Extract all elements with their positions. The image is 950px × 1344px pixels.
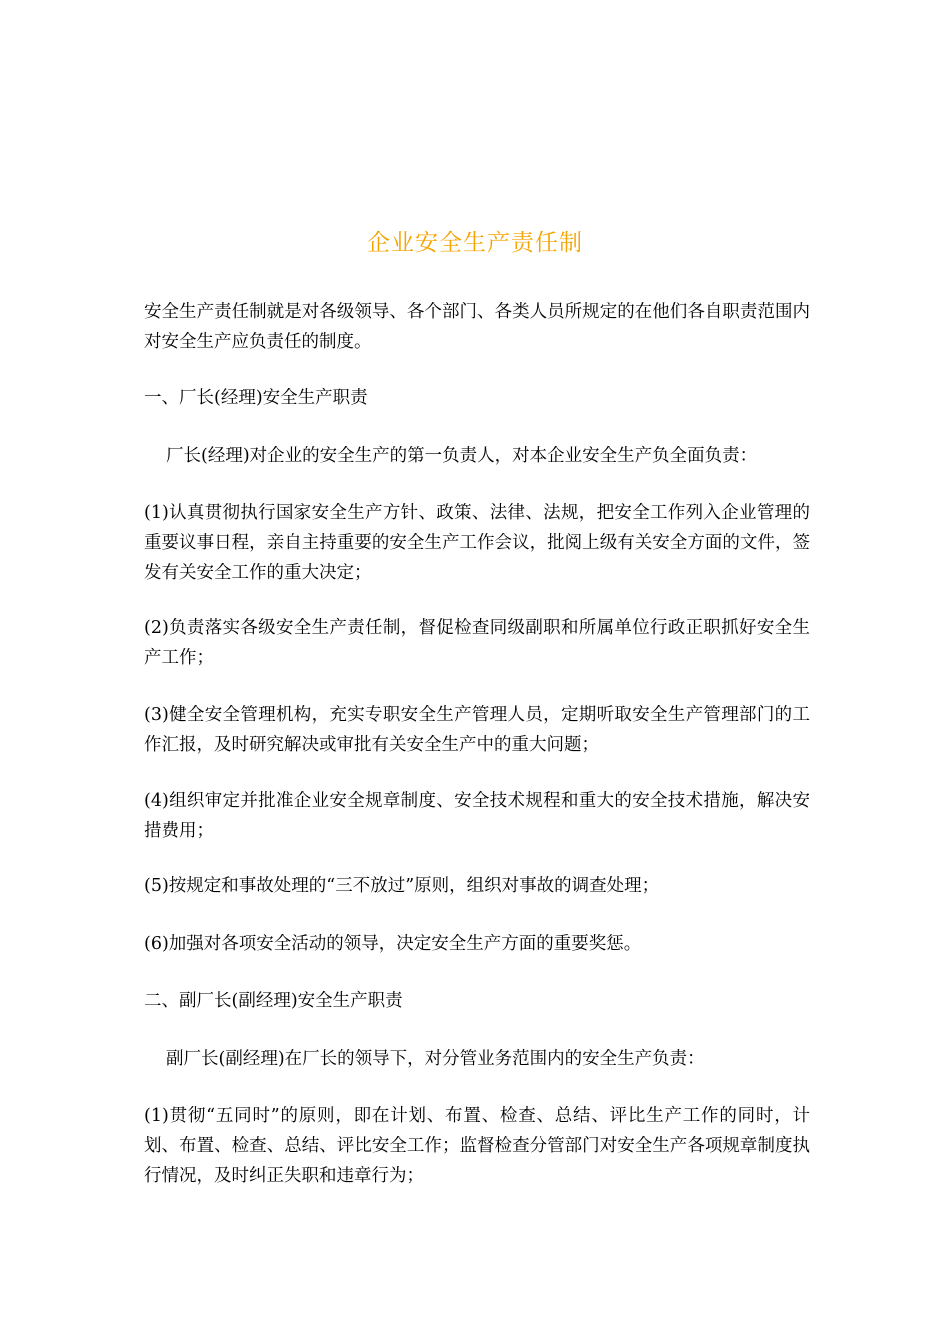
- section2-lead: 副厂长(副经理)在厂长的领导下，对分管业务范围内的安全生产负责：: [166, 1049, 705, 1069]
- section1-item-1: (1)认真贯彻执行国家安全生产方针、政策、法律、法规，把安全工作列入企业管理的重要议事日程，亲自主持重要的安全生产工作会议，批阅上级有关安全方面的文件，签发有关安全工作的重大决定；: [144, 503, 810, 583]
- section2-item-1: (1)贯彻“五同时”的原则，即在计划、布置、检查、总结、评比生产工作的同时，计划、布置、检查、总结、评比安全工作；监督检查分管部门对安全生产各项规章制度执行情况，及时纠正失职和违章行为；: [144, 1106, 810, 1186]
- section1-item-4: (4)组织审定并批准企业安全规章制度、安全技术规程和重大的安全技术措施，解决安措费用；: [144, 791, 810, 841]
- section2-heading: 二、副厂长(副经理)安全生产职责: [144, 991, 403, 1011]
- section1-lead: 厂长(经理)对企业的安全生产的第一负责人，对本企业安全生产负全面负责：: [166, 446, 758, 466]
- section1-item-6: (6)加强对各项安全活动的领导，决定安全生产方面的重要奖惩。: [144, 934, 642, 954]
- document-title: 企业安全生产责任制: [367, 230, 583, 256]
- section1-heading: 一、厂长(经理)安全生产职责: [144, 388, 368, 408]
- section1-item-2: (2)负责落实各级安全生产责任制，督促检查同级副职和所属单位行政正职抓好安全生产工作；: [144, 618, 810, 668]
- section1-item-5: (5)按规定和事故处理的“三不放过”原则，组织对事故的调查处理；: [144, 876, 660, 896]
- intro-paragraph: 安全生产责任制就是对各级领导、各个部门、各类人员所规定的在他们各自职责范围内对安全生产应负责任的制度。: [144, 302, 810, 352]
- section1-item-3: (3)健全安全管理机构，充实专职安全生产管理人员，定期听取安全生产管理部门的工作汇报，及时研究解决或审批有关安全生产中的重大问题；: [144, 705, 810, 755]
